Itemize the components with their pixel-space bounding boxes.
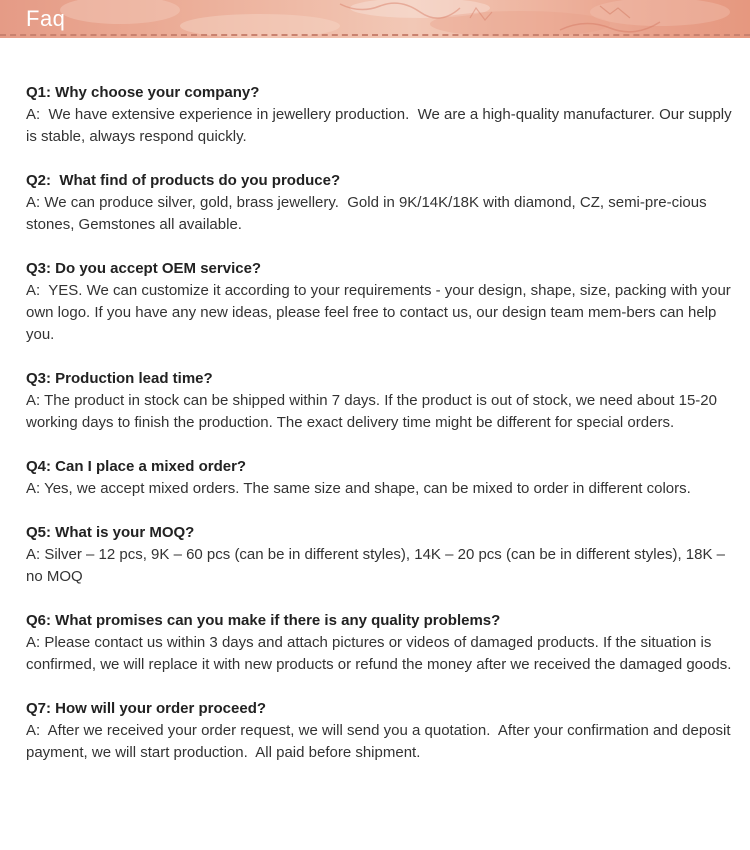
faq-question: Q5: What is your MOQ? bbox=[26, 524, 195, 541]
page-title: Faq bbox=[26, 6, 66, 31]
faq-question: Q3: Do you accept OEM service? bbox=[26, 260, 262, 277]
faq-answer: A: Silver – 12 pcs, 9K – 60 pcs (can be in different styles), 14K – 20 pcs (can be in different styles), 18K – no MOQ bbox=[26, 546, 730, 585]
faq-answer: A: Please contact us within 3 days and attach pictures or videos of damaged products. If the situation is confirmed, we will replace it with new products or refund the money after we received the damaged goods. bbox=[26, 634, 732, 673]
faq-item bbox=[26, 368, 742, 434]
faq-list bbox=[26, 82, 742, 786]
faq-question: Q7: How will your order proceed? bbox=[26, 700, 267, 717]
banner-dashed-border bbox=[0, 34, 750, 36]
faq-question: Q1: Why choose your company? bbox=[26, 84, 260, 101]
faq-item bbox=[26, 456, 742, 500]
faq-question: Q4: Can I place a mixed order? bbox=[26, 458, 247, 475]
faq-answer: A: Yes, we accept mixed orders. The same size and shape, can be mixed to order in different colors. bbox=[26, 480, 691, 497]
faq-question: Q6: What promises can you make if there is any quality problems? bbox=[26, 612, 501, 629]
faq-answer: A: YES. We can customize it according to your requirements - your design, shape, size, packing with your own logo. If you have any new ideas, please feel free to contact us, our design team mem-bers can help you. bbox=[26, 282, 735, 343]
faq-question: Q2: What find of products do you produce? bbox=[26, 172, 341, 189]
faq-question: Q3: Production lead time? bbox=[26, 370, 213, 387]
banner-texture bbox=[0, 0, 750, 38]
faq-item bbox=[26, 610, 742, 676]
faq-item bbox=[26, 82, 742, 148]
faq-answer: A: After we received your order request, we will send you a quotation. After your confirmation and deposit payment, we will start production. All paid before shipment. bbox=[26, 722, 735, 761]
faq-item bbox=[26, 522, 742, 588]
faq-item bbox=[26, 258, 742, 346]
faq-answer: A: We have extensive experience in jewellery production. We are a high-quality manufacturer. Our supply is stable, always respond quickly. bbox=[26, 106, 736, 145]
faq-answer: A: We can produce silver, gold, brass jewellery. Gold in 9K/14K/18K with diamond, CZ, semi-pre-cious stones, Gemstones all available. bbox=[26, 194, 711, 233]
faq-answer: A: The product in stock can be shipped within 7 days. If the product is out of stock, we need about 15-20 working days to finish the production. The exact delivery time might be different for special orders. bbox=[26, 392, 722, 431]
faq-item bbox=[26, 698, 742, 764]
faq-banner bbox=[0, 0, 750, 38]
faq-item bbox=[26, 170, 742, 236]
